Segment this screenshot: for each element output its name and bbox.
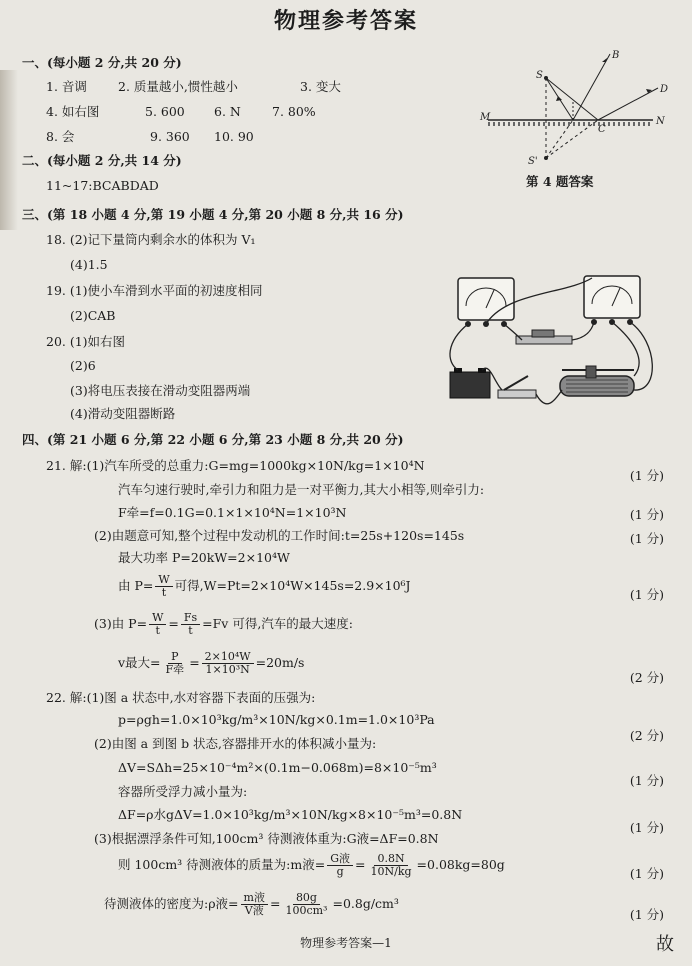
answer-18-part-4: (4)1.5	[70, 257, 108, 272]
answer-1: 1. 音调	[46, 79, 87, 94]
answer-19-part-1: 19. (1)使小车滑到水平面的初速度相同	[46, 283, 263, 298]
score-8: (1 分)	[629, 820, 664, 835]
score-6: (2 分)	[629, 728, 664, 743]
answer-9: 9. 360	[150, 129, 190, 144]
answer-8: 8. 会	[46, 129, 75, 144]
page-footer: 物理参考答案—1	[300, 936, 392, 950]
answer-22-line-4: ΔV=SΔh=25×10⁻⁴m²×(0.1m−0.068m)=8×10⁻⁵m³	[118, 760, 437, 775]
answer-4: 4. 如右图	[46, 104, 100, 119]
label-s-prime: S'	[528, 156, 538, 167]
figure-4-caption: 第 4 题答案	[526, 174, 594, 189]
answer-22-line-3: (2)由图 a 到图 b 状态,容器排开水的体积减小量为:	[94, 736, 377, 751]
answer-20-part-1: 20. (1)如右图	[46, 334, 126, 349]
score-5: (2 分)	[629, 670, 664, 685]
section-2-header: 二、(每小题 2 分,共 14 分)	[22, 153, 182, 168]
answers-11-17: 11~17:BCABDAD	[46, 178, 159, 193]
score-10: (1 分)	[629, 907, 664, 922]
answer-19-part-2: (2)CAB	[70, 308, 116, 323]
label-d: D	[660, 84, 669, 95]
answer-21-line-2: 汽车匀速行驶时,牵引力和阻力是一对平衡力,其大小相等,则牵引力:	[118, 482, 485, 497]
circuit-diagram	[436, 272, 666, 420]
answer-6: 6. N	[214, 104, 241, 119]
answer-21-line-5: 最大功率 P=20kW=2×10⁴W	[118, 550, 290, 565]
answer-10: 10. 90	[214, 129, 254, 144]
answer-21-line-7: (3)由 P= $\frac{W}{t}$ = $\frac{Fs}{t}$ =Fv 可得,汽车的最大速度:	[94, 611, 354, 637]
answer-22-line-2: p=ρgh=1.0×10³kg/m³×10N/kg×0.1m=1.0×10³Pa	[118, 712, 435, 727]
answer-7: 7. 80%	[272, 104, 316, 119]
section-4-header: 四、(第 21 小题 6 分,第 22 小题 6 分,第 23 小题 8 分,共 20 分)	[22, 432, 404, 447]
answer-22-line-8: 则 100cm³ 待测液体的质量为:m液= $\frac{\text{G液}}{g}$ = $\frac{0.8N}{10N/kg}$ =0.08kg=80g	[118, 852, 505, 878]
answer-22-line-6: ΔF=ρ水gΔV=1.0×10³kg/m³×10N/kg×8×10⁻⁵m³=0.8N	[118, 807, 463, 822]
answer-21-line-1: 21. 解:(1)汽车所受的总重力:G=mg=1000kg×10N/kg=1×10⁴N	[46, 458, 425, 473]
label-s: S	[536, 70, 543, 81]
answer-22-line-9: 待测液体的密度为:ρ液= $\frac{\text{m液}}{\text{V液}}$ = $\frac{80g}{\text{100cm³}}$ =0.8g/cm³	[104, 891, 399, 917]
answer-18-part-2: 18. (2)记下量筒内剩余水的体积为 V₁	[46, 232, 256, 247]
answer-20-part-2: (2)6	[70, 358, 96, 373]
corner-mark: 故	[656, 934, 674, 955]
answer-20-part-4: (4)滑动变阻器断路	[70, 406, 176, 421]
answer-21-line-8: v最大= $\frac{P}{\text{F牵}}$ = $\frac{\text{2×10⁴W}}{\text{1×10³N}}$ =20m/s	[118, 650, 305, 676]
score-4: (1 分)	[629, 587, 664, 602]
answer-22-line-7: (3)根据漂浮条件可知,100cm³ 待测液体重为:G液=ΔF=0.8N	[94, 831, 439, 846]
answer-22-line-5: 容器所受浮力减小量为:	[118, 784, 248, 799]
answer-3: 3. 变大	[300, 79, 341, 94]
answer-22-line-1: 22. 解:(1)图 a 状态中,水对容器下表面的压强为:	[46, 690, 316, 705]
scan-shadow	[0, 70, 18, 230]
score-9: (1 分)	[629, 866, 664, 881]
page-title: 物理参考答案	[273, 8, 418, 34]
answer-21-line-3: F牵=f=0.1G=0.1×1×10⁴N=1×10³N	[118, 505, 347, 520]
label-m: M	[480, 112, 491, 123]
answer-21-line-4: (2)由题意可知,整个过程中发动机的工作时间:t=25s+120s=145s	[94, 528, 465, 543]
label-c: C	[598, 124, 606, 135]
answer-5: 5. 600	[145, 104, 185, 119]
answer-21-line-6: 由 P= $\frac{W}{t}$ 可得,W=Pt=2×10⁴W×145s=2.9×10⁶J	[118, 573, 411, 599]
score-2: (1 分)	[629, 507, 664, 522]
section-1-header: 一、(每小题 2 分,共 20 分)	[22, 55, 182, 70]
section-3-header: 三、(第 18 小题 4 分,第 19 小题 4 分,第 20 小题 8 分,共 16 分)	[22, 207, 404, 222]
label-n: N	[656, 116, 665, 127]
score-7: (1 分)	[629, 773, 664, 788]
answer-20-part-3: (3)将电压表接在滑动变阻器两端	[70, 383, 251, 398]
score-3: (1 分)	[629, 531, 664, 546]
label-b: B	[612, 50, 620, 61]
score-1: (1 分)	[629, 468, 664, 483]
answer-2: 2. 质量越小,惯性越小	[118, 79, 238, 94]
